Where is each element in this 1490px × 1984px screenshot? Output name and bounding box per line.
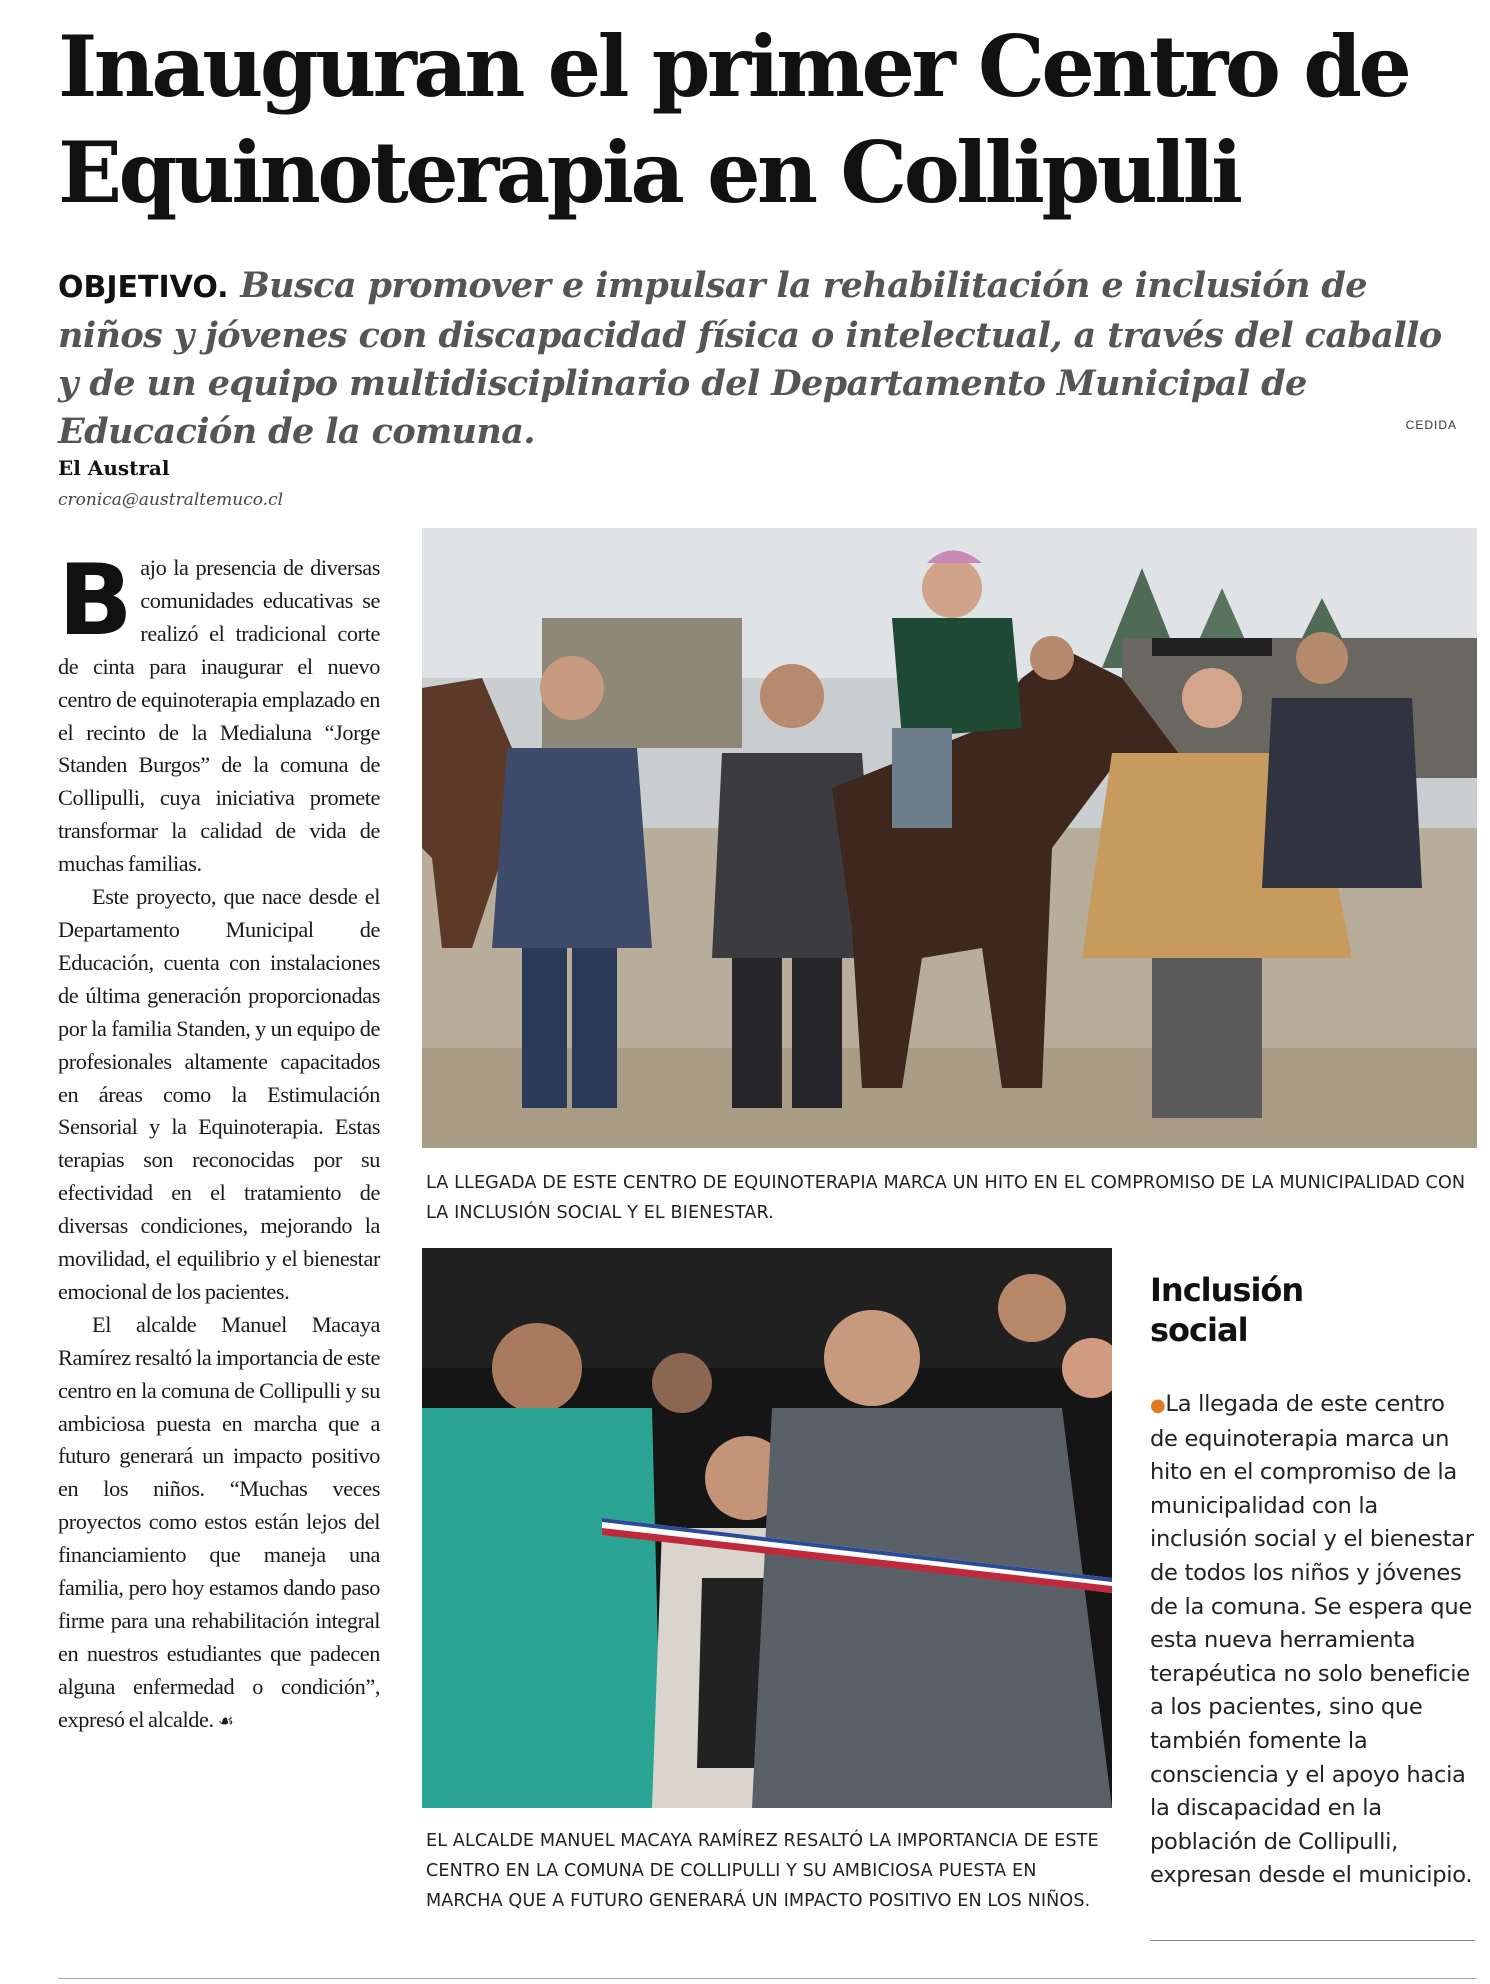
photo-ribbon-cutting <box>422 1248 1112 1808</box>
sidebar-title-line-2: social <box>1150 1311 1248 1349</box>
article-body <box>58 544 380 1739</box>
deck-kicker: OBJETIVO. <box>58 270 229 305</box>
headline: Inauguran el primer Centro de Equinoterapia en Collipulli <box>58 17 1409 222</box>
sidebar-text-body: La llegada de este centro de equinoterapia marca un hito en el compromiso de la municipalidad con la inclusión social y el bienestar de todos los niños y jóvenes de la comuna. Se espera que esta nueva herramienta terapéutica no solo beneficie a los pacientes, sino que también fomente la consciencia y el apoyo hacia la discapacidad en la población de Collipulli, expresan desde el municipio. <box>1150 1391 1474 1889</box>
deck-text: Busca promover e impulsar la rehabilitación e inclusión de niños y jóvenes con discapacidad física o intelectual, a través del caballo y de un equipo multidisciplinario del Departamento Municipal de Educación de la comuna. <box>58 265 1442 452</box>
bullet-icon: ● <box>1150 1395 1166 1416</box>
caption-photo-2: EL ALCALDE MANUEL MACAYA RAMÍREZ RESALTÓ LA IMPORTANCIA DE ESTE CENTRO EN LA COMUNA DE COLLIPULLI Y SU AMBICIOSA PUESTA EN MARCHA QUE A FUTURO GENERARÁ UN IMPACTO POSITIVO EN LOS NIÑOS. <box>426 1831 1099 1911</box>
sidebar-divider <box>1150 1940 1475 1941</box>
sidebar-title <box>1150 1270 1450 1350</box>
byline: El Austral <box>58 456 170 480</box>
paragraph-1-text: ajo la presencia de diversas comunidades educativas se realizó el tradicional corte de cinta para inaugurar el nuevo centro de equinoterapia emplazado en el recinto de la Medialuna “Jorge Standen Burgos” de la comuna de Collipulli, cuya iniciativa promete transformar la calidad de vida de muchas familias. <box>58 555 380 877</box>
sidebar-text <box>1150 1388 1475 1893</box>
drop-cap: B <box>58 544 133 658</box>
paragraph-2: Este proyecto, que nace desde el Departamento Municipal de Educación, cuenta con instalaciones de última generación proporcionadas por la familia Standen, y un equipo de profesionales altamente capacitados en áreas como la Estimulación Sensorial y la Equinoterapia. Estas terapias son reconocidas por su efectividad en el tratamiento de diversas condiciones, mejorando la movilidad, el equilibrio y el bienestar emocional de los pacientes. <box>58 884 380 1304</box>
paragraph-3-text: El alcalde Manuel Macaya Ramírez resaltó la importancia de este centro en la comuna de Collipulli y su ambiciosa puesta en marcha que a futuro generará un impacto positivo en los niños. “Muchas veces proyectos como estos están lejos del financiamiento que maneja una familia, pero hoy estamos dando paso firme para una rehabilitación integral en nuestros estudiantes que padecen alguna enfermedad o condición”, expresó el alcalde. <box>58 1311 380 1732</box>
page-bottom-rule <box>58 1978 1477 1979</box>
photo-credit: CEDIDA <box>1405 418 1457 432</box>
author-email: cronica@australtemuco.cl <box>58 490 284 510</box>
sidebar-title-line-1: Inclusión <box>1150 1271 1304 1309</box>
caption-photo-1: LA LLEGADA DE ESTE CENTRO DE EQUINOTERAPIA MARCA UN HITO EN EL COMPROMISO DE LA MUNICIPALIDAD CON LA INCLUSIÓN SOCIAL Y EL BIENESTAR. <box>426 1173 1466 1223</box>
paragraph-3 <box>58 1309 380 1739</box>
paragraph-1 <box>58 544 380 881</box>
photo-horse-group <box>422 528 1477 1148</box>
end-mark-icon: ☙ <box>217 1710 234 1732</box>
deck <box>58 262 1458 456</box>
